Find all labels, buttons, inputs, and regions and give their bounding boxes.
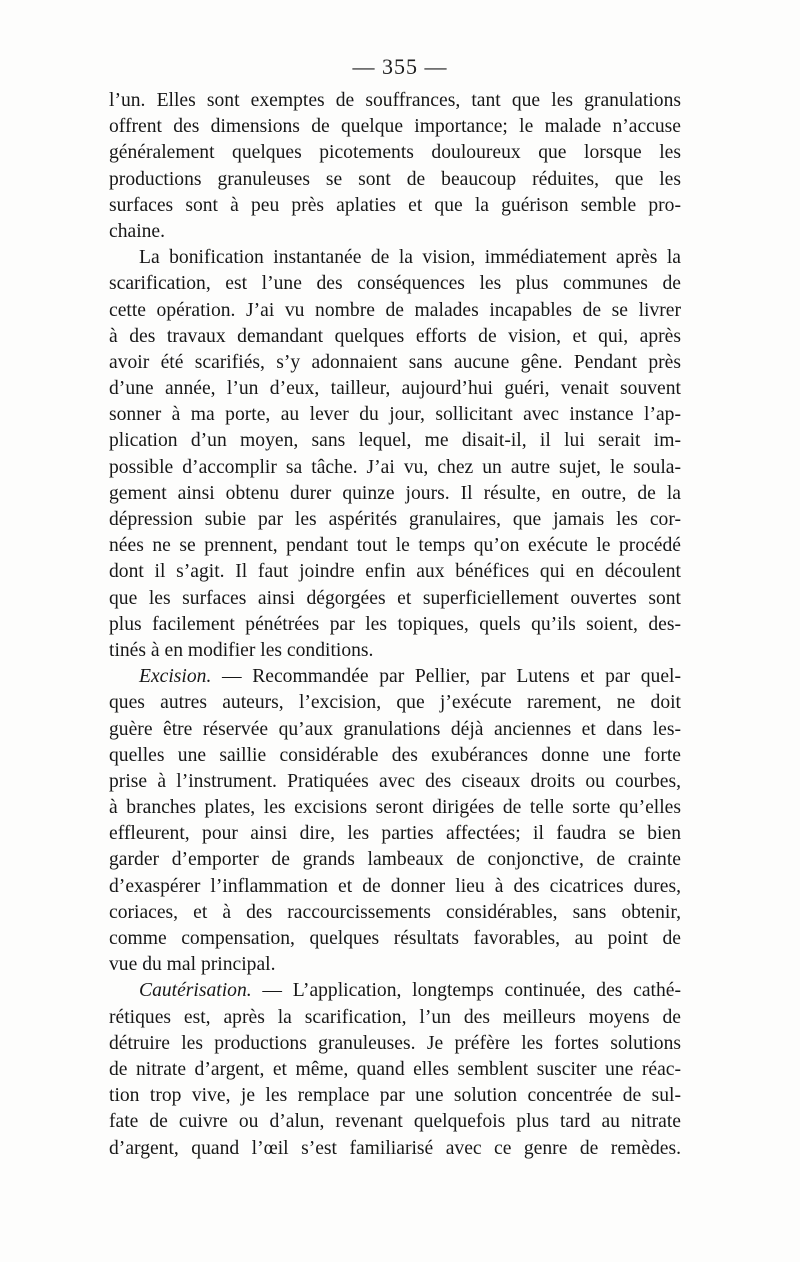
text-line — [109, 245, 681, 271]
section-heading: Excision. — [139, 666, 212, 688]
text-line — [109, 717, 681, 743]
text-line — [109, 1136, 681, 1162]
text-line — [109, 743, 681, 769]
text-line-content: offrent des dimensions de quelque importance; le malade n’accuse — [109, 116, 681, 138]
text-line-content: guère être réservée qu’aux granulations déjà anciennes et dans les- — [109, 718, 681, 740]
text-line-content: détruire les productions granuleuses. Je préfère les fortes solutions — [109, 1032, 681, 1054]
text-line — [109, 769, 681, 795]
text-line-content: tinés à en modifier les conditions. — [109, 639, 374, 661]
text-line-content: vue du mal principal. — [109, 954, 276, 976]
text-line — [109, 847, 681, 873]
text-line — [109, 1031, 681, 1057]
text-line-content: fate de cuivre ou d’alun, revenant quelquefois plus tard au nitrate — [109, 1111, 681, 1133]
text-line — [109, 795, 681, 821]
text-line-content: l’un. Elles sont exemptes de souffrances, tant que les granulations — [109, 90, 681, 111]
text-line-content: d’argent, quand l’œil s’est familiarisé avec ce genre de remèdes. — [109, 1137, 681, 1159]
text-line-content: sonner à ma porte, au lever du jour, sollicitant avec instance l’ap- — [109, 404, 681, 426]
text-line — [109, 952, 681, 978]
text-line-content: comme compensation, quelques résultats favorables, au point de — [109, 928, 681, 949]
text-line-content: cette opération. J’ai vu nombre de malades incapables de se livrer — [109, 299, 681, 321]
text-line — [109, 612, 681, 638]
text-line — [109, 1109, 681, 1135]
text-line — [109, 690, 681, 716]
text-line — [109, 88, 681, 114]
page-body-text — [109, 88, 681, 1162]
text-line — [109, 402, 681, 428]
text-line — [109, 900, 681, 926]
text-line-content: généralement quelques picotements douloureux que lorsque les — [109, 142, 681, 164]
text-line — [109, 428, 681, 454]
text-line — [109, 1083, 681, 1109]
text-line — [109, 586, 681, 612]
text-line-content: — Recommandée par Pellier, par Lutens et par quel- — [211, 666, 681, 688]
text-line-content: possible d’accomplir sa tâche. J’ai vu, chez un autre sujet, le soula- — [109, 456, 681, 478]
text-line — [109, 193, 681, 219]
text-line-content: plus facilement pénétrées par les topiques, quels qu’ils soient, des- — [109, 613, 681, 635]
text-line — [109, 507, 681, 533]
text-line-content: coriaces, et à des raccourcissements considérables, sans obtenir, — [109, 901, 681, 923]
text-line-content: effleurent, pour ainsi dire, les parties affectées; il faudra se bien — [109, 823, 681, 845]
text-line-content: dont il s’agit. Il faut joindre enfin aux bénéfices qui en découlent — [109, 561, 681, 583]
page-number: — 355 — — [352, 54, 448, 79]
text-line-content: à des travaux demandant quelques efforts de vision, et qui, après — [109, 325, 681, 347]
text-line-content: tion trop vive, je les remplace par une solution concentrée de sul- — [109, 1085, 681, 1107]
text-line-content: chaine. — [109, 220, 166, 242]
text-line-content: quelles une saillie considérable des exubérances donne une forte — [109, 744, 681, 766]
text-line-content: ques autres auteurs, l’excision, que j’exécute rarement, ne doit — [109, 692, 681, 714]
text-line — [109, 140, 681, 166]
text-line — [109, 638, 681, 664]
text-line — [109, 376, 681, 402]
text-line — [109, 455, 681, 481]
text-line-content: avoir été scarifiés, s’y adonnaient sans aucune gêne. Pendant près — [109, 351, 681, 373]
text-line — [109, 298, 681, 324]
section-heading: Cautérisation. — [139, 980, 252, 1002]
text-line — [109, 350, 681, 376]
text-line — [109, 481, 681, 507]
text-line — [109, 1005, 681, 1031]
text-line-content: — L’application, longtemps continuée, des cathé- — [251, 980, 681, 1002]
text-line — [109, 167, 681, 193]
text-line-content: gement ainsi obtenu durer quinze jours. Il résulte, en outre, de la — [109, 482, 681, 504]
text-line — [109, 874, 681, 900]
text-line-content: que les surfaces ainsi dégorgées et superficiellement ouvertes sont — [109, 587, 681, 609]
text-line-content: dépression subie par les aspérités granulaires, que jamais les cor- — [109, 509, 681, 530]
text-line — [109, 1057, 681, 1083]
text-line-content: à branches plates, les excisions seront dirigées de telle sorte qu’elles — [109, 797, 681, 819]
text-line — [109, 324, 681, 350]
text-line-content: La bonification instantanée de la vision, immédiatement après la — [139, 247, 681, 269]
text-line — [109, 926, 681, 952]
text-line-content: de nitrate d’argent, et même, quand elles semblent susciter une réac- — [109, 1058, 681, 1080]
text-line — [109, 219, 681, 245]
text-line — [109, 533, 681, 559]
text-line-content: scarification, est l’une des conséquences les plus communes de — [109, 273, 681, 295]
text-line-content: garder d’emporter de grands lambeaux de conjonctive, de crainte — [109, 849, 681, 871]
text-line-content: plication d’un moyen, sans lequel, me disait-il, il lui serait im- — [109, 430, 681, 452]
text-line-content: d’une année, l’un d’eux, tailleur, aujourd’hui guéri, venait souvent — [109, 378, 681, 400]
text-line-content: nées ne se prennent, pendant tout le temps qu’on exécute le procédé — [109, 535, 681, 557]
text-line-content: productions granuleuses se sont de beaucoup réduites, que les — [109, 168, 681, 190]
text-line — [109, 559, 681, 585]
text-line — [109, 664, 681, 690]
text-line — [109, 271, 681, 297]
text-line — [109, 114, 681, 140]
text-line-content: rétiques est, après la scarification, l’un des meilleurs moyens de — [109, 1006, 681, 1028]
text-line-content: d’exaspérer l’inflammation et de donner lieu à des cicatrices dures, — [109, 875, 681, 897]
text-line — [109, 978, 681, 1004]
text-line-content: prise à l’instrument. Pratiquées avec des ciseaux droits ou courbes, — [109, 770, 681, 792]
text-line — [109, 821, 681, 847]
text-line-content: surfaces sont à peu près aplaties et que la guérison semble pro- — [109, 194, 681, 216]
